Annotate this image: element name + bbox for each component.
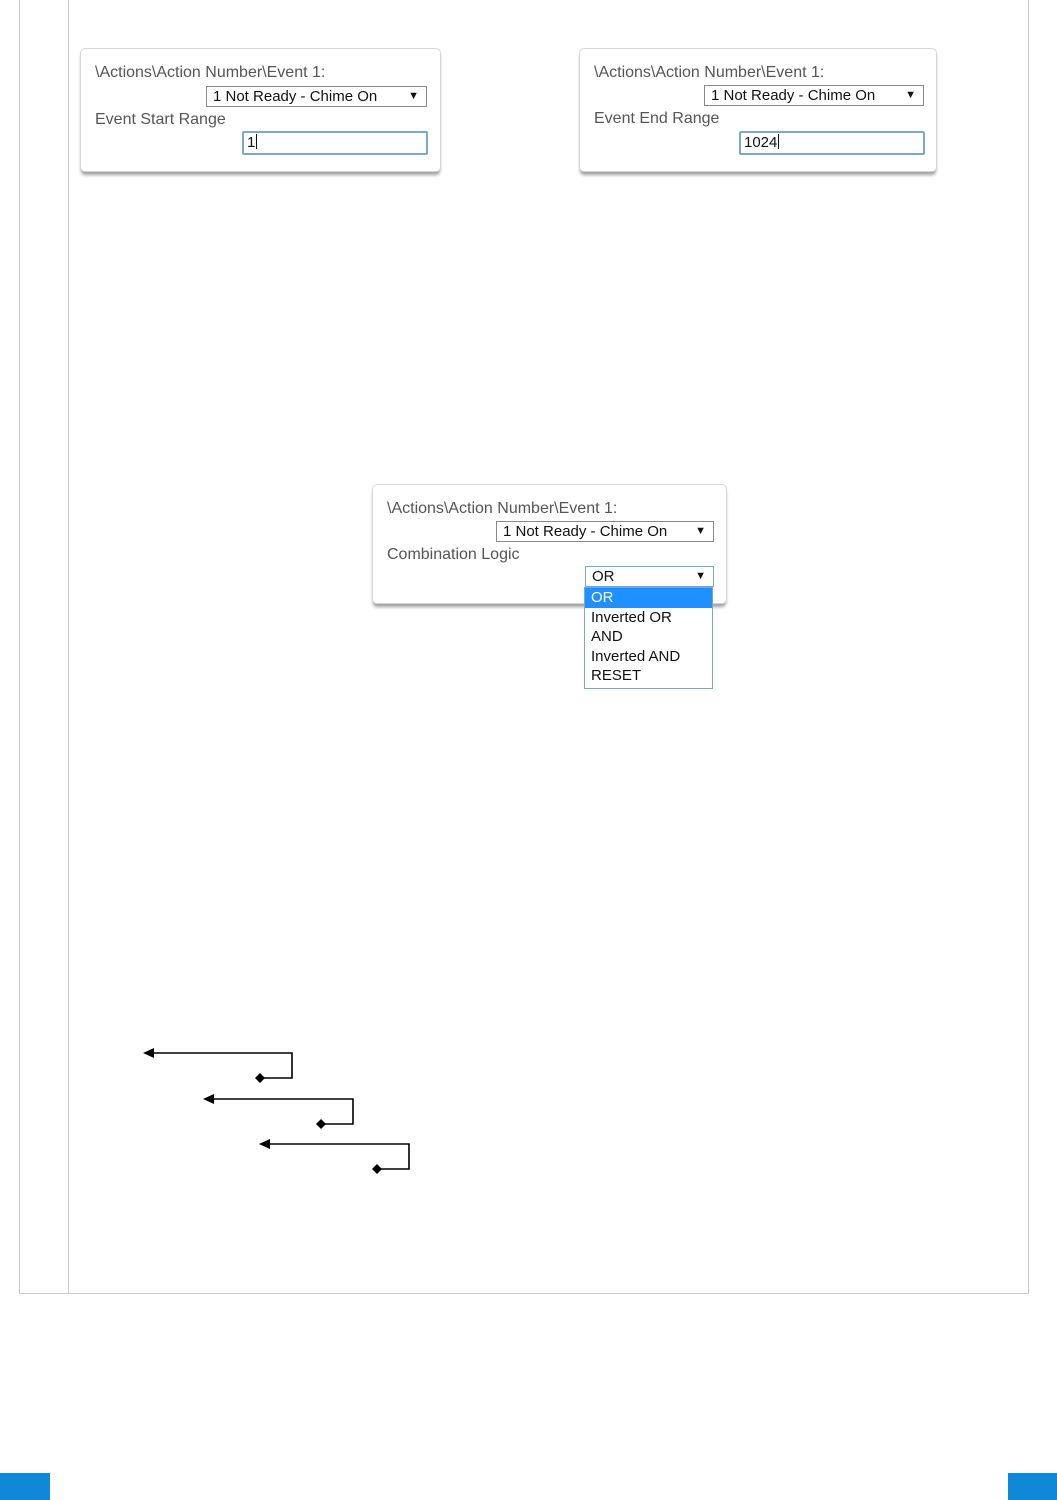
chevron-down-icon: ▼ xyxy=(695,525,706,537)
event-start-range-value: 1 xyxy=(247,134,256,151)
panel-path-label: \Actions\Action Number\Event 1: xyxy=(594,64,825,81)
event-end-range-value: 1024 xyxy=(744,134,778,151)
dropdown-option-reset[interactable]: RESET xyxy=(591,667,642,685)
footer-accent-left xyxy=(0,1473,50,1500)
chevron-down-icon: ▼ xyxy=(695,570,706,582)
event-select-value: 1 Not Ready - Chime On xyxy=(503,523,668,540)
footer-accent-right xyxy=(1008,1473,1057,1500)
event-start-range-label: Event Start Range xyxy=(95,111,226,128)
event-select-value: 1 Not Ready - Chime On xyxy=(711,87,876,104)
combination-logic-value: OR xyxy=(592,568,615,585)
dropdown-option-inverted-or[interactable]: Inverted OR xyxy=(591,608,672,626)
chevron-down-icon: ▼ xyxy=(408,90,419,102)
event-end-range-label: Event End Range xyxy=(594,110,720,127)
dropdown-option-inverted-and[interactable]: Inverted AND xyxy=(591,647,681,665)
combination-logic-label: Combination Logic xyxy=(387,546,520,563)
connector-arrow-2 xyxy=(203,1094,353,1129)
connector-arrow-3 xyxy=(259,1139,409,1174)
dropdown-option-or[interactable]: OR xyxy=(585,588,712,608)
chevron-down-icon: ▼ xyxy=(905,89,916,101)
panel-path-label: \Actions\Action Number\Event 1: xyxy=(95,64,326,81)
event-select-value: 1 Not Ready - Chime On xyxy=(213,88,378,105)
dropdown-option-and[interactable]: AND xyxy=(591,628,623,646)
panel-path-label: \Actions\Action Number\Event 1: xyxy=(387,500,618,517)
connector-arrow-1 xyxy=(143,1048,292,1083)
